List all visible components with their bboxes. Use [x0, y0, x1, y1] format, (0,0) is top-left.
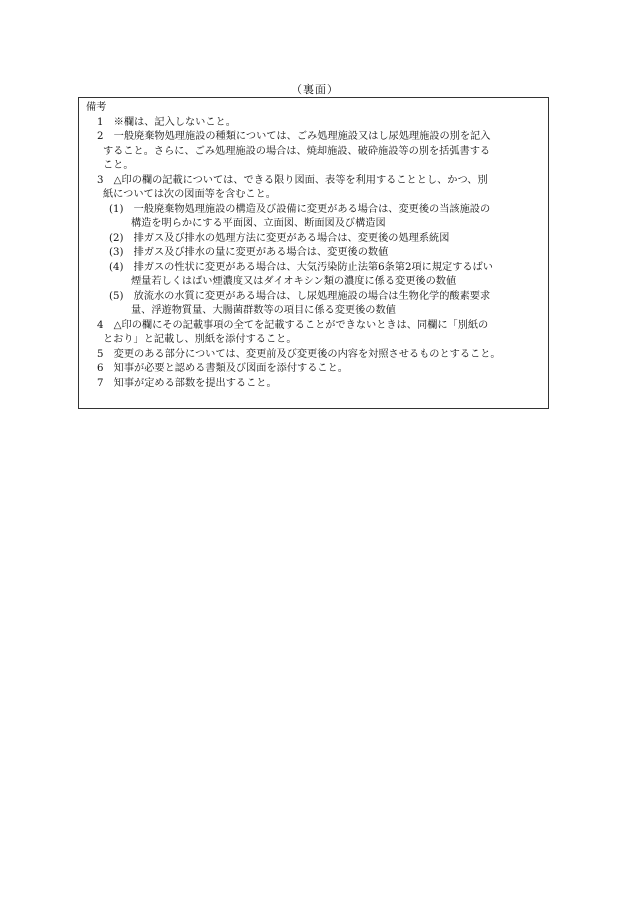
remark-line: 量、浮遊物質量、大腸菌群数等の項目に係る変更後の数値 [131, 305, 396, 316]
remark-line: 6 知事が必要と認める書類及び図面を添付すること。 [97, 363, 348, 374]
page-heading: （裏面） [291, 83, 339, 96]
remark-line: (1) 一般廃棄物処理施設の構造及び設備に変更がある場合は、変更後の当該施設の [109, 203, 491, 215]
remark-line: 7 知事が定める部数を提出すること。 [97, 377, 277, 389]
remark-line: (3) 排ガス及び排水の量に変更がある場合は、変更後の数値 [109, 247, 389, 258]
remark-line: (4) 排ガスの性状に変更がある場合は、大気汚染防止法第6条第2項に規定するばい [109, 261, 493, 273]
remark-line: とおり」と記載し、別紙を添付すること。 [103, 334, 297, 345]
remark-line: (5) 放流水の水質に変更がある場合は、し尿処理施設の場合は生物化学的酸素要求 [109, 290, 491, 302]
remarks-title: 備考 [86, 102, 107, 113]
remarks-list [85, 116, 542, 392]
remark-line: すること。さらに、ごみ処理施設の場合は、焼却施設、破砕施設等の別を括弧書する [103, 145, 491, 157]
remark-line: 2 一般廃棄物処理施設の種類については、ごみ処理施設又はし尿処理施設の別を記入 [97, 131, 491, 142]
remark-line: 4 △印の欄にその記載事項の全てを記載することができないときは、同欄に「別紙の [97, 319, 489, 331]
remarks-box [78, 97, 549, 409]
remark-line: 紙については次の図面等を含むこと。 [103, 189, 276, 200]
remark-line: 3 △印の欄の記載については、できる限り図面、表等を利用することとし、かつ、別 [97, 174, 488, 186]
remark-line: 構造を明らかにする平面図、立面図、断面図及び構造図 [131, 218, 386, 229]
remark-line: 1 ※欄は、記入しないこと。 [97, 116, 236, 128]
remark-line: 5 変更のある部分については、変更前及び変更後の内容を対照させるものとすること。 [97, 348, 501, 360]
remark-line: (2) 排ガス及び排水の処理方法に変更がある場合は、変更後の処理系統図 [109, 232, 450, 244]
remark-line: こと。 [103, 160, 134, 171]
remark-line: 煙量若しくはばい煙濃度又はダイオキシン類の濃度に係る変更後の数値 [131, 276, 457, 287]
